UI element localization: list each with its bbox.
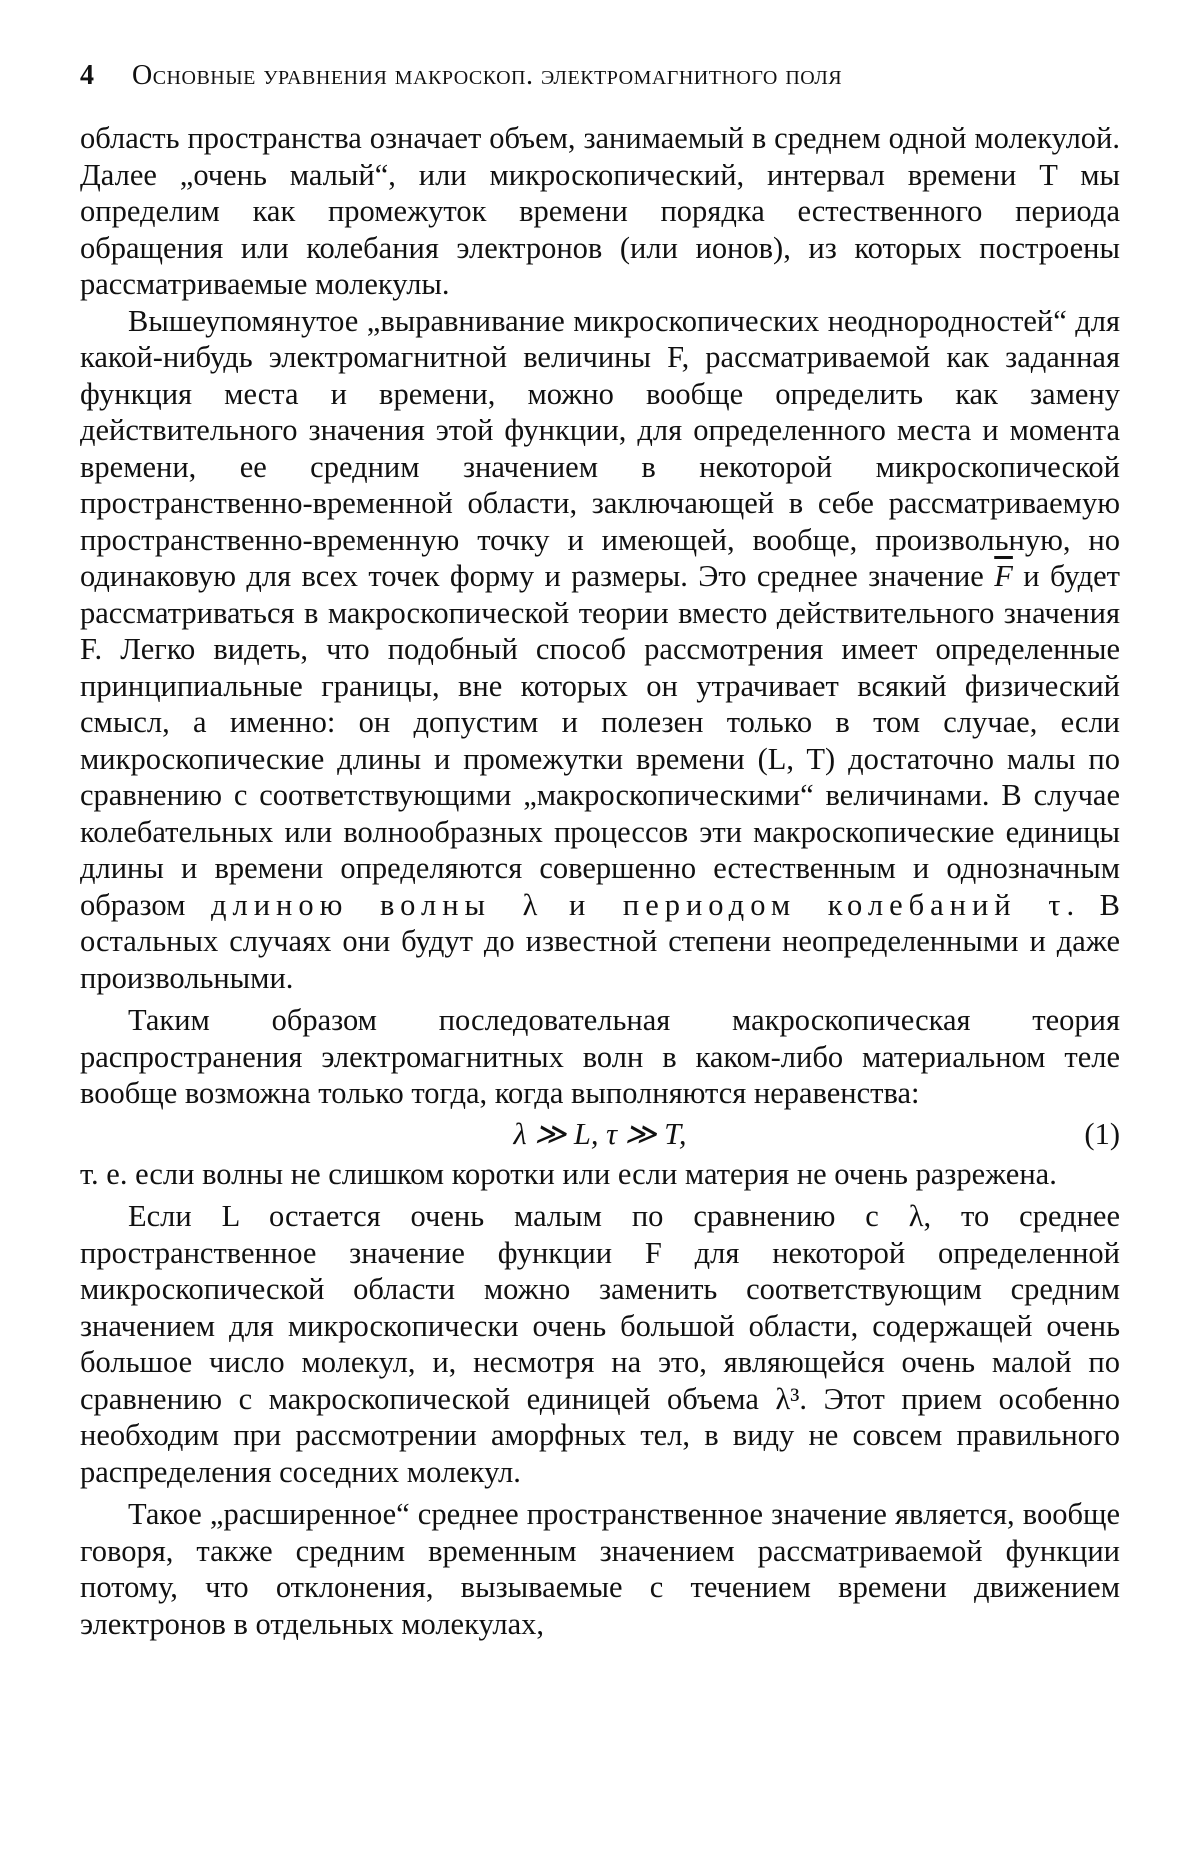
paragraph-1: область пространства означает объем, занимаемый в среднем одной молекулой. Далее „очень малый“, или микроскопический, интервал времени T мы определим как промежуток времени порядка естественного периода обращения или колебания электронов (или ионов), из которых построены рассматриваемые молекулы. [80,121,1120,301]
paragraph-2-part-c: . В остальных случаях они будут до известной степени неопределенными и даже произвольными. [80,887,1121,995]
formula-number: (1) [1084,1116,1120,1151]
paragraph-4: т. е. если волны не слишком коротки или если материя не очень разрежена. [80,1156,1057,1191]
paragraph-5: Если L остается очень малым по сравнению с λ, то среднее пространственное значение функции F для некоторой определенной микроскопической области можно заменить соответствующим средним значением для микроскопически очень большой области, содержащей очень большое число молекул, и, несмотря на это, являющейся очень малой по сравнению с макроскопической единицей объема λ³. Этот прием особенно необходим при рассмотрении аморфных тел, в виду не совсем правильного распределения соседних молекул. [80,1199,1120,1489]
formula-1 [80,1112,1120,1156]
paragraph-3: Таким образом последовательная макроскопическая теория распространения электромагнитных волн в каком-либо материальном теле вообще возможна только тогда, когда выполняются неравенства: [80,1003,1120,1110]
f-bar-symbol: $\overline{F}$ [994,559,1013,593]
paragraph-2-part-a: Вышеупомянутое „выравнивание микроскопических неоднородностей“ для какой-нибудь электромагнитной величины F, рассматриваемой как заданная функция места и времени, можно вообще определить как замену действительного значения этой функции, для определенного места и момента времени, ее средним значением в некоторой микроскопической пространственно-временной области, заключающей в себе рассматриваемую пространственно-временную точку и имеющей, вообще, произвольную, но одинаковую для всех точек форму и размеры. Это среднее значение [80,303,1120,593]
paragraph-2 [80,303,1120,997]
running-header [80,60,1120,120]
running-title: Основные уравнения макроскоп. электромагнитного поля [132,60,843,91]
formula-expression: λ ≫ L, τ ≫ T, [513,1116,687,1151]
paragraph-6: Такое „расширенное“ среднее пространственное значение является, вообще говоря, также средним временным значением рассматриваемой функции потому, что отклонения, вызываемые с течением времени движением электронов в отдельных молекулах, [80,1497,1120,1641]
book-page [80,60,1120,1642]
paragraph-2-part-b: и будет рассматриваться в макроскопической теории вместо действительного значения F. Легко видеть, что подобный способ рассмотрения имеет определенные принципиальные границы, вне которых он утрачивает всякий физический смысл, а именно: он допустим и полезен только в том случае, если микроскопические длины и промежутки времени (L, T) достаточно малы по сравнению с соответствующими „макроскопическими“ величинами. В случае колебательных или волнообразных процессов эти макроскопические единицы длины и времени определяются совершенно естественным и однозначным образом [80,559,1121,922]
page-number: 4 [80,60,95,91]
body-text [80,120,1120,1642]
spaced-term-wavelength: длиною волны λ [210,887,544,922]
spaced-term-period: и периодом колебаний τ [568,887,1067,922]
